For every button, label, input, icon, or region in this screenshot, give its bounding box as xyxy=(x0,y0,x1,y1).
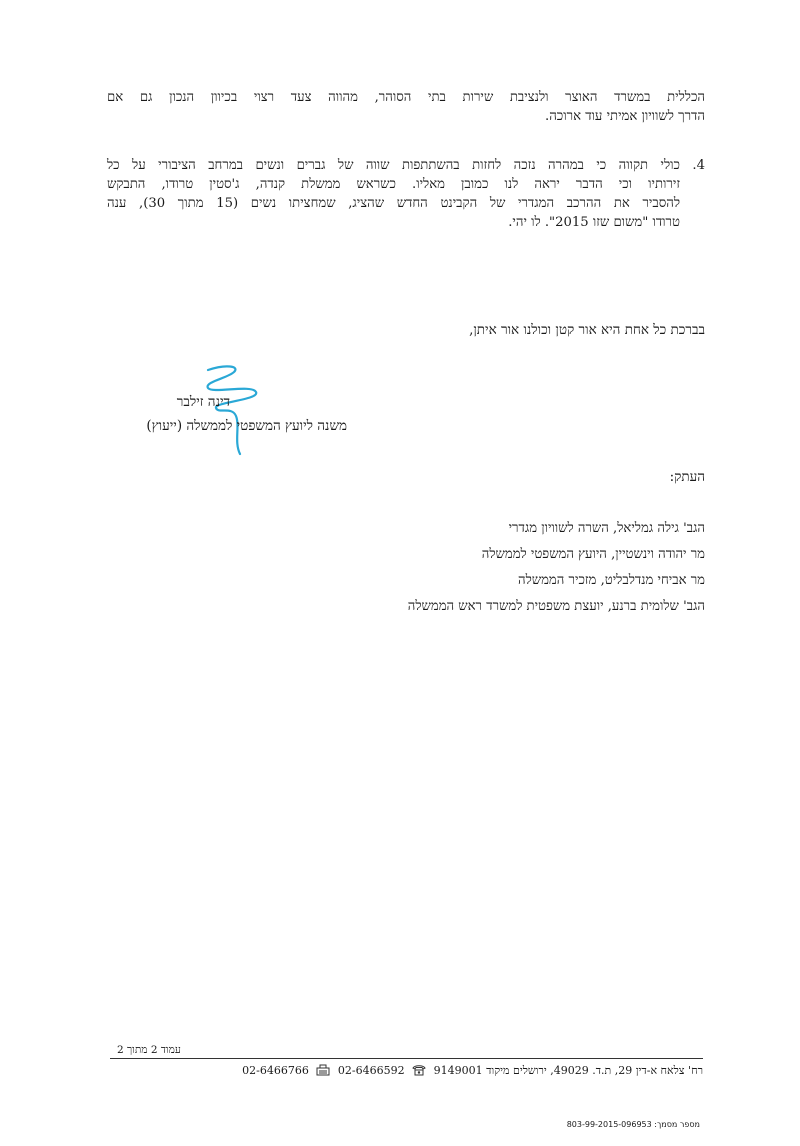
paragraph-continuation xyxy=(107,88,705,126)
text-line: טרודו "משום שזו 2015". לו יהי. xyxy=(508,215,680,230)
cc-recipient: הגב' גילה גמליאל, השרה לשוויון מגדרי xyxy=(508,521,705,536)
cc-recipient: מר יהודה וינשטיין, היועץ המשפטי לממשלה xyxy=(481,547,705,562)
footer-divider xyxy=(110,1058,703,1059)
fax-icon xyxy=(316,1064,330,1076)
footer-fax: 02-6466766 xyxy=(242,1063,309,1077)
phone-icon xyxy=(412,1064,426,1076)
cc-recipient-list xyxy=(408,516,705,620)
text-line: הכללית במשרד האוצר ולנציבת שירות בתי הסוהר, מהווה צעד רצוי בכיוון הנכון גם אם xyxy=(107,90,705,105)
signer-title: משנה ליועץ המשפטי לממשלה (ייעוץ) xyxy=(146,418,347,434)
signer-name: דינה זילבר xyxy=(176,394,230,410)
closing-blessing: בברכת כל אחת היא אור קטן וכולנו אור איתן, xyxy=(469,322,705,338)
cc-title: העתק: xyxy=(669,469,705,485)
footer-address: רח' צלאח א-דין 29, ת.ד. 49029, ירושלים מיקוד 9149001 xyxy=(433,1063,703,1077)
cc-recipient: הגב' שלומית ברנע, יועצת משפטית למשרד ראש הממשלה xyxy=(407,599,705,614)
document-number: מספר מסמך: 803-99-2015-096953 xyxy=(566,1120,700,1129)
cc-recipient: מר אביחי מנדלבליט, מזכיר הממשלה xyxy=(518,573,705,588)
item-number: 4. xyxy=(692,158,705,173)
footer-contact xyxy=(168,1063,703,1077)
text-line: זירותיו וכי הדבר יראה לנו כמובן מאליו. כשראש ממשלת קנדה, ג'סטין טרודו, התבקש xyxy=(107,177,680,192)
paragraph-item-4 xyxy=(107,156,680,232)
footer-phone: 02-6466592 xyxy=(337,1063,405,1077)
page-number: עמוד 2 מתוך 2 xyxy=(117,1044,181,1056)
text-line: להסביר את ההרכב המגדרי של הקבינט החדש שהציג, שמחציתו נשים (15 מתוך 30), ענה xyxy=(107,196,680,211)
text-line: הדרך לשוויון אמיתי עוד ארוכה. xyxy=(545,109,705,124)
text-line: כולי תקווה כי במהרה נזכה לחזות בהשתתפות שווה של גברים ונשים במרחב הציבורי על כל xyxy=(107,158,680,173)
